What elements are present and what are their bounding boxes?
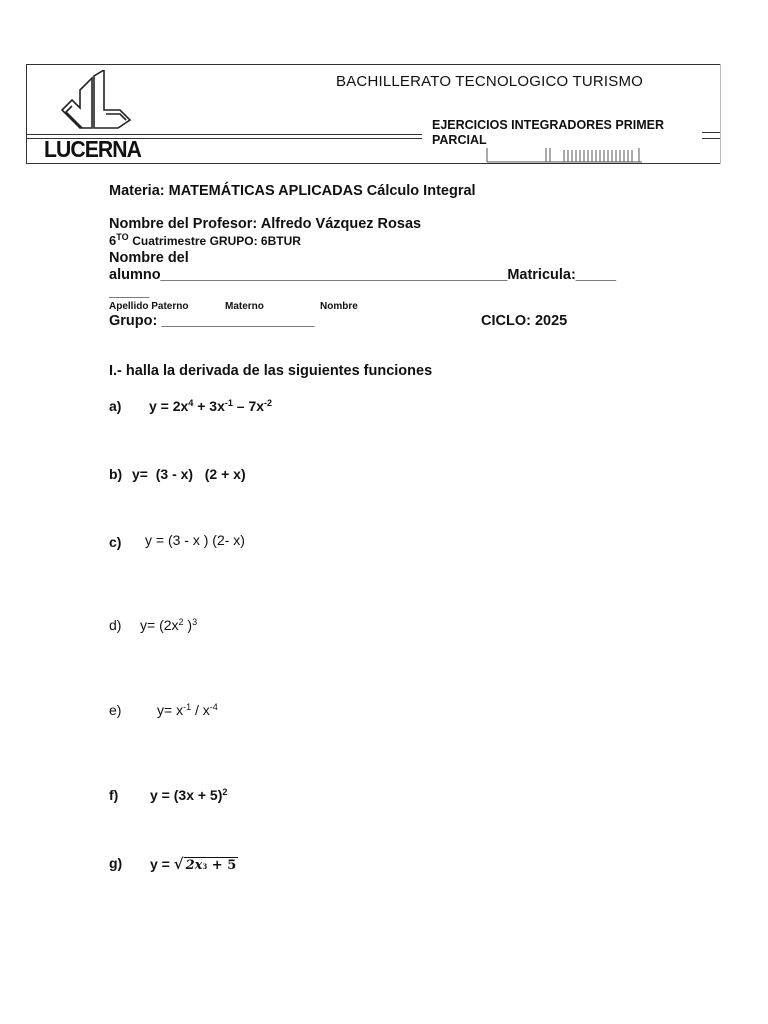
teacher-line: Nombre del Profesor: Alfredo Vázquez Rosas <box>109 216 422 232</box>
exercise-a-label: a) <box>109 398 122 414</box>
exercise-g-function: y = √ 2x3 + 5 <box>150 855 237 873</box>
school-name: BACHILLERATO TECNOLOGICO TURISMO <box>336 73 644 90</box>
exercise-d-label: d) <box>109 617 122 633</box>
exercise-c-function: y = (3 - x ) (2- x) <box>145 532 245 548</box>
student-name-field-cont: _____ <box>109 284 150 300</box>
label-materno: Materno <box>225 301 264 312</box>
exercise-c-label: c) <box>109 534 122 550</box>
term-line: $6^{TO}$ Cuatrimestre GRUPO: 6BTUR <box>109 232 301 248</box>
logo-wordmark: LUCERNA <box>44 136 142 162</box>
exercise-f-function: $y = (3x + 5)^2$ <box>150 787 228 803</box>
exercise-e-label: e) <box>109 702 122 718</box>
label-apellido-paterno: Apellido Paterno <box>109 301 189 312</box>
label-nombre: Nombre <box>320 301 358 312</box>
exercise-f-label: f) <box>109 787 119 803</box>
exercise-a-function: $y = 2x^4 + 3x^{-1} - 7x^{-2}$ <box>149 398 273 414</box>
instructions: I.- halla la derivada de las siguientes funciones <box>109 363 433 379</box>
student-name-label: Nombre del <box>109 250 189 266</box>
document-title: EJERCICIOS INTEGRADORES PRIMER PARCIAL <box>432 118 664 147</box>
subject-line: Materia: MATEMÁTICAS APLICADAS Cálculo Integral <box>109 183 476 199</box>
student-name-field: alumno___________________________________________Matricula:_____ <box>109 267 617 283</box>
exercise-e-function: $y= x^{-1} / x^{-4}$ <box>157 702 218 718</box>
square-root: √ 2x3 + 5 <box>173 855 237 873</box>
exercise-d-function: $y= (2x^2$ )$^3$ <box>140 617 198 633</box>
exercise-b-function: y= (3 - x) (2 + x) <box>132 466 246 482</box>
cycle-label: CICLO: 2025 <box>481 313 568 329</box>
exercise-g-label: g) <box>109 855 123 871</box>
exercise-b-label: b) <box>109 466 123 482</box>
group-field: Grupo: ___________________ <box>109 313 315 329</box>
lucerna-logo-icon <box>58 70 138 130</box>
decorative-lines <box>484 146 644 164</box>
